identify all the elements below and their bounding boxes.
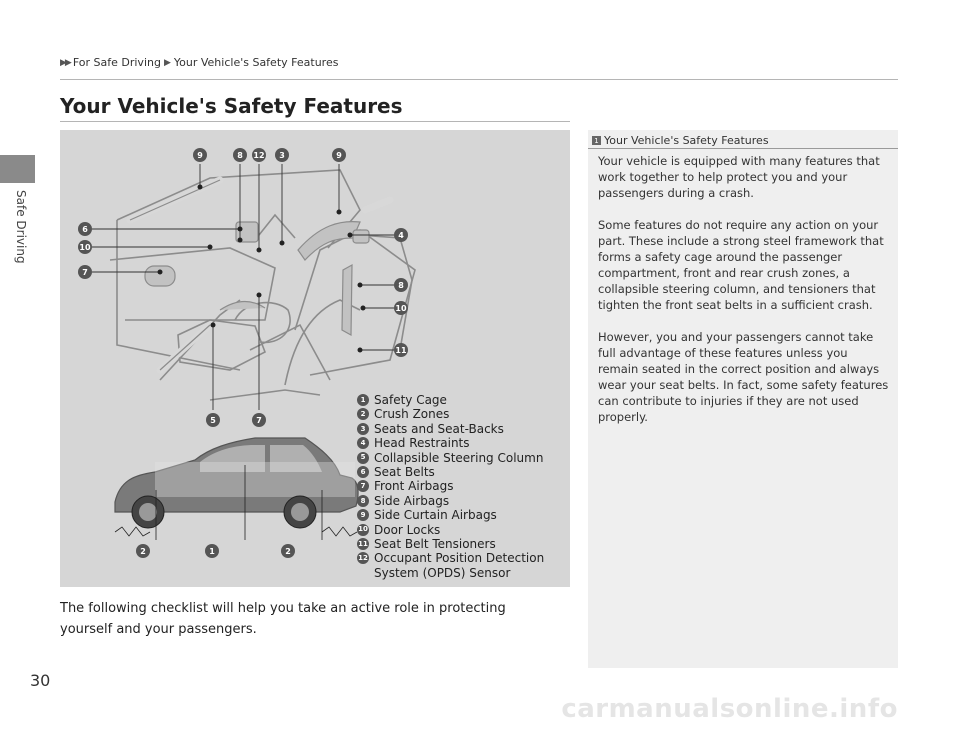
header-divider xyxy=(60,79,898,80)
callout-4 xyxy=(394,228,408,242)
callout-7-a xyxy=(78,265,92,279)
callout-2-b xyxy=(281,544,295,558)
callout-1 xyxy=(205,544,219,558)
sidebar-paragraph: Your vehicle is equipped with many features that work together to help protect you and your passengers during a crash. xyxy=(598,154,880,200)
svg-text:4: 4 xyxy=(398,231,404,240)
callout-10-b xyxy=(394,301,408,315)
legend-item: 5 Collapsible Steering Column xyxy=(357,451,567,465)
features-legend xyxy=(357,393,567,580)
callout-9-b xyxy=(332,148,346,162)
svg-text:9: 9 xyxy=(197,151,203,160)
page-number: 30 xyxy=(30,671,51,690)
callout-11 xyxy=(394,343,408,357)
svg-text:7: 7 xyxy=(82,268,88,277)
sidebar-paragraph: Some features do not require any action on your part. These include a strong steel framework that forms a safety cage around the passenger compartment, front and rear crush zones, a collapsible steering column, and tensioners that tighten the front seat belts in a sufficient crash. xyxy=(598,218,884,312)
callout-2-a xyxy=(136,544,150,558)
legend-item: 9 Side Curtain Airbags xyxy=(357,508,567,522)
breadcrumb-item-safety-features[interactable]: Your Vehicle's Safety Features xyxy=(173,56,339,69)
legend-item: 4 Head Restraints xyxy=(357,436,567,450)
legend-item: 1 Safety Cage xyxy=(357,393,567,407)
svg-text:5: 5 xyxy=(210,416,216,425)
double-arrow-icon: ▶▶ xyxy=(60,57,70,68)
callout-3 xyxy=(275,148,289,162)
legend-item: 2 Crush Zones xyxy=(357,407,567,421)
svg-text:8: 8 xyxy=(237,151,243,160)
sidebar-note xyxy=(588,130,898,668)
reference-icon: 1 xyxy=(592,136,601,145)
svg-text:10: 10 xyxy=(395,304,407,313)
legend-item: 3 Seats and Seat-Backs xyxy=(357,422,567,436)
callout-5 xyxy=(206,413,220,427)
svg-text:10: 10 xyxy=(79,243,91,252)
breadcrumb xyxy=(60,56,338,69)
callout-10-a xyxy=(78,240,92,254)
arrow-icon: ▶ xyxy=(163,57,171,68)
page-title: Your Vehicle's Safety Features xyxy=(60,94,403,118)
svg-text:3: 3 xyxy=(279,151,285,160)
svg-text:9: 9 xyxy=(336,151,342,160)
svg-text:7: 7 xyxy=(256,416,262,425)
sidebar-heading-text: Your Vehicle's Safety Features xyxy=(604,134,769,147)
title-divider xyxy=(60,121,570,122)
callout-6 xyxy=(78,222,92,236)
svg-text:2: 2 xyxy=(285,547,291,556)
svg-text:12: 12 xyxy=(253,151,265,160)
svg-text:8: 8 xyxy=(398,281,404,290)
watermark: carmanualsonline.info xyxy=(561,694,898,724)
callout-9-a xyxy=(193,148,207,162)
legend-item: 10 Door Locks xyxy=(358,522,441,537)
callout-8-b xyxy=(394,278,408,292)
sidebar-divider xyxy=(588,148,898,149)
safety-features-figure xyxy=(60,130,570,587)
svg-text:6: 6 xyxy=(82,225,88,234)
legend-item: 12 Occupant Position Detection System (OPDS) Sensor xyxy=(358,551,545,580)
callout-8-a xyxy=(233,148,247,162)
sidebar-paragraph: However, you and your passengers cannot take full advantage of these features unless you remain seated in the correct position and always wear your seat belts. In fact, some safety features can contribute to injuries if they are not used properly. xyxy=(598,330,889,424)
svg-text:1: 1 xyxy=(209,547,215,556)
sidebar-heading xyxy=(588,134,902,147)
section-tab xyxy=(0,155,35,183)
callout-12 xyxy=(252,148,266,162)
breadcrumb-item-for-safe-driving[interactable]: For Safe Driving xyxy=(72,56,161,69)
legend-item: 6 Seat Belts xyxy=(357,465,567,479)
svg-text:11: 11 xyxy=(395,346,407,355)
car-side-view xyxy=(115,438,358,540)
svg-text:2: 2 xyxy=(140,547,146,556)
legend-item: 7 Front Airbags xyxy=(357,479,567,493)
section-tab-label: Safe Driving xyxy=(14,190,28,264)
legend-item: 8 Side Airbags xyxy=(357,494,567,508)
legend-item: 11 Seat Belt Tensioners xyxy=(358,537,496,552)
callout-7-b xyxy=(252,413,266,427)
body-paragraph: The following checklist will help you take an active role in protecting yourself and your passengers. xyxy=(60,601,506,637)
